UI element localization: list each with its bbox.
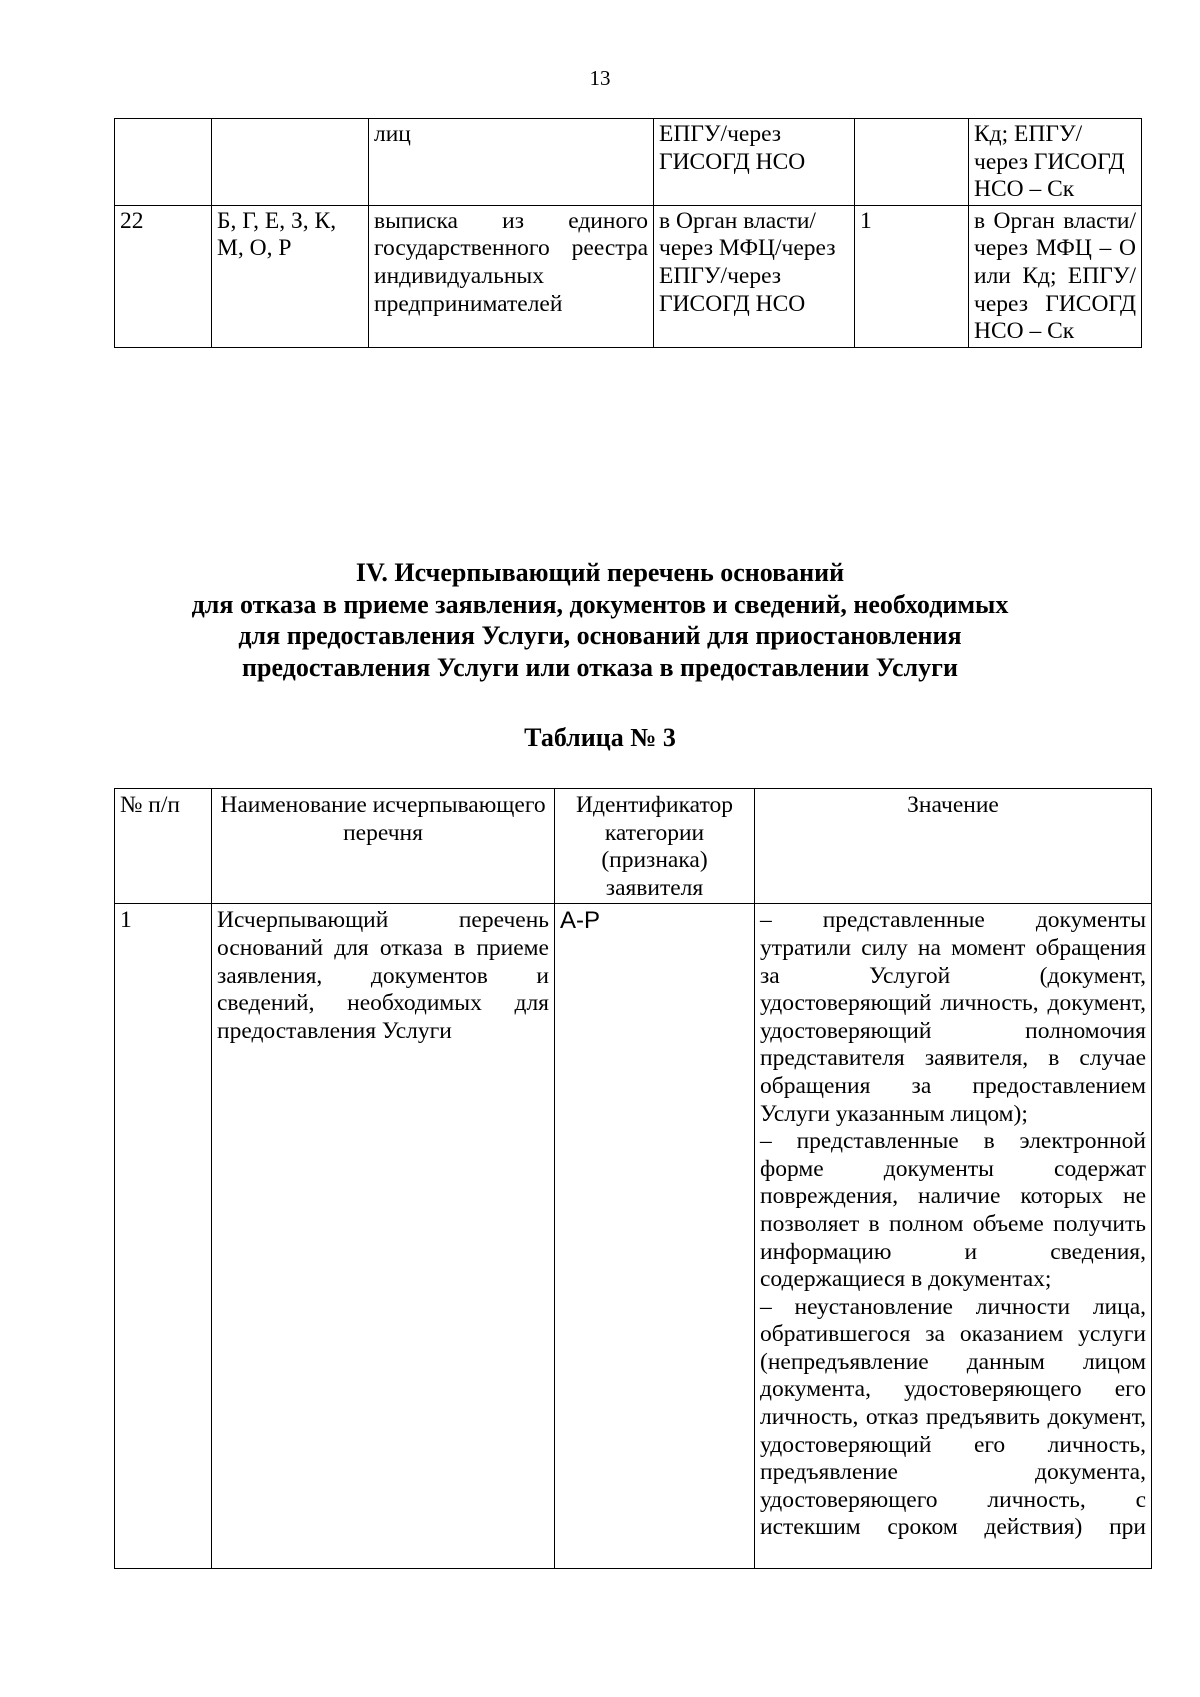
categories-cell — [212, 119, 369, 206]
section-heading-line: IV. Исчерпывающий перечень оснований — [355, 558, 845, 587]
table-caption: Таблица № 3 — [524, 723, 676, 752]
document-cell: лиц — [369, 119, 654, 206]
row-number-cell — [115, 119, 212, 206]
table-row — [115, 904, 1152, 1569]
form-cell: Кд; ЕПГУ/через ГИСОГД НСО – Ск — [969, 119, 1142, 206]
form-cell: в Орган власти/через МФЦ – О или Кд; ЕПГУ/через ГИСОГД НСО – Ск — [969, 205, 1142, 347]
document-cell: выписка из единого государственного реестра индивидуальных предпринимателей — [369, 205, 654, 347]
section-heading-line: для предоставления Услуги, оснований для приостановления — [238, 621, 962, 650]
header-name: Наименование исчерпывающего перечня — [212, 789, 555, 904]
header-identifier: Идентификатор категории (признака) заявителя — [555, 789, 755, 904]
table-row — [115, 205, 1142, 347]
value-item: – представленные документы утратили силу на момент обращения за Услугой (документ, удостоверяющий личность, документ, удостоверяющий полномочия представителя заявителя, в случае обращения за предоставлением Услуги указанным лицом); — [760, 907, 1146, 1127]
section-heading-line: предоставления Услуги или отказа в предоставлении Услуги — [242, 652, 958, 682]
value-item: – представленные в электронной форме документы содержат повреждения, наличие которых не позволяет в полном объеме получить информацию и сведения, содержащиеся в документах; — [760, 1128, 1146, 1293]
grounds-table — [114, 788, 1152, 1569]
row-number-cell: 22 — [115, 205, 212, 347]
identifier-cell: А-Р — [555, 904, 755, 1569]
submission-cell: в Орган власти/через МФЦ/через ЕПГУ/через ГИСОГД НСО — [654, 205, 855, 347]
table-row — [115, 119, 1142, 206]
header-value: Значение — [755, 789, 1152, 904]
value-item: – неустановление личности лица, обратившегося за оказанием услуги (непредъявление данным лицом документа, удостоверяющего его личность, отказ предъявить документ, удостоверяющий его личность, предъявление документа, удостоверяющего личность, с истекшим сроком действия) при — [760, 1293, 1146, 1541]
value-cell — [755, 904, 1152, 1569]
categories-cell: Б, Г, Е, З, К, М, О, Р — [212, 205, 369, 347]
list-name-cell: Исчерпывающий перечень оснований для отказа в приеме заявления, документов и сведений, необходимых для предоставления Услуги — [212, 904, 555, 1569]
documents-table-continued — [114, 118, 1142, 348]
page-number: 13 — [589, 66, 611, 90]
table-header-row — [115, 789, 1152, 904]
row-number-cell: 1 — [115, 904, 212, 1569]
count-cell — [855, 119, 969, 206]
count-cell: 1 — [855, 205, 969, 347]
section-heading-line: для отказа в приеме заявления, документов и сведений, необходимых — [191, 589, 1009, 619]
submission-cell: ЕПГУ/через ГИСОГД НСО — [654, 119, 855, 206]
section-heading — [0, 557, 1200, 683]
header-num: № п/п — [115, 789, 212, 904]
